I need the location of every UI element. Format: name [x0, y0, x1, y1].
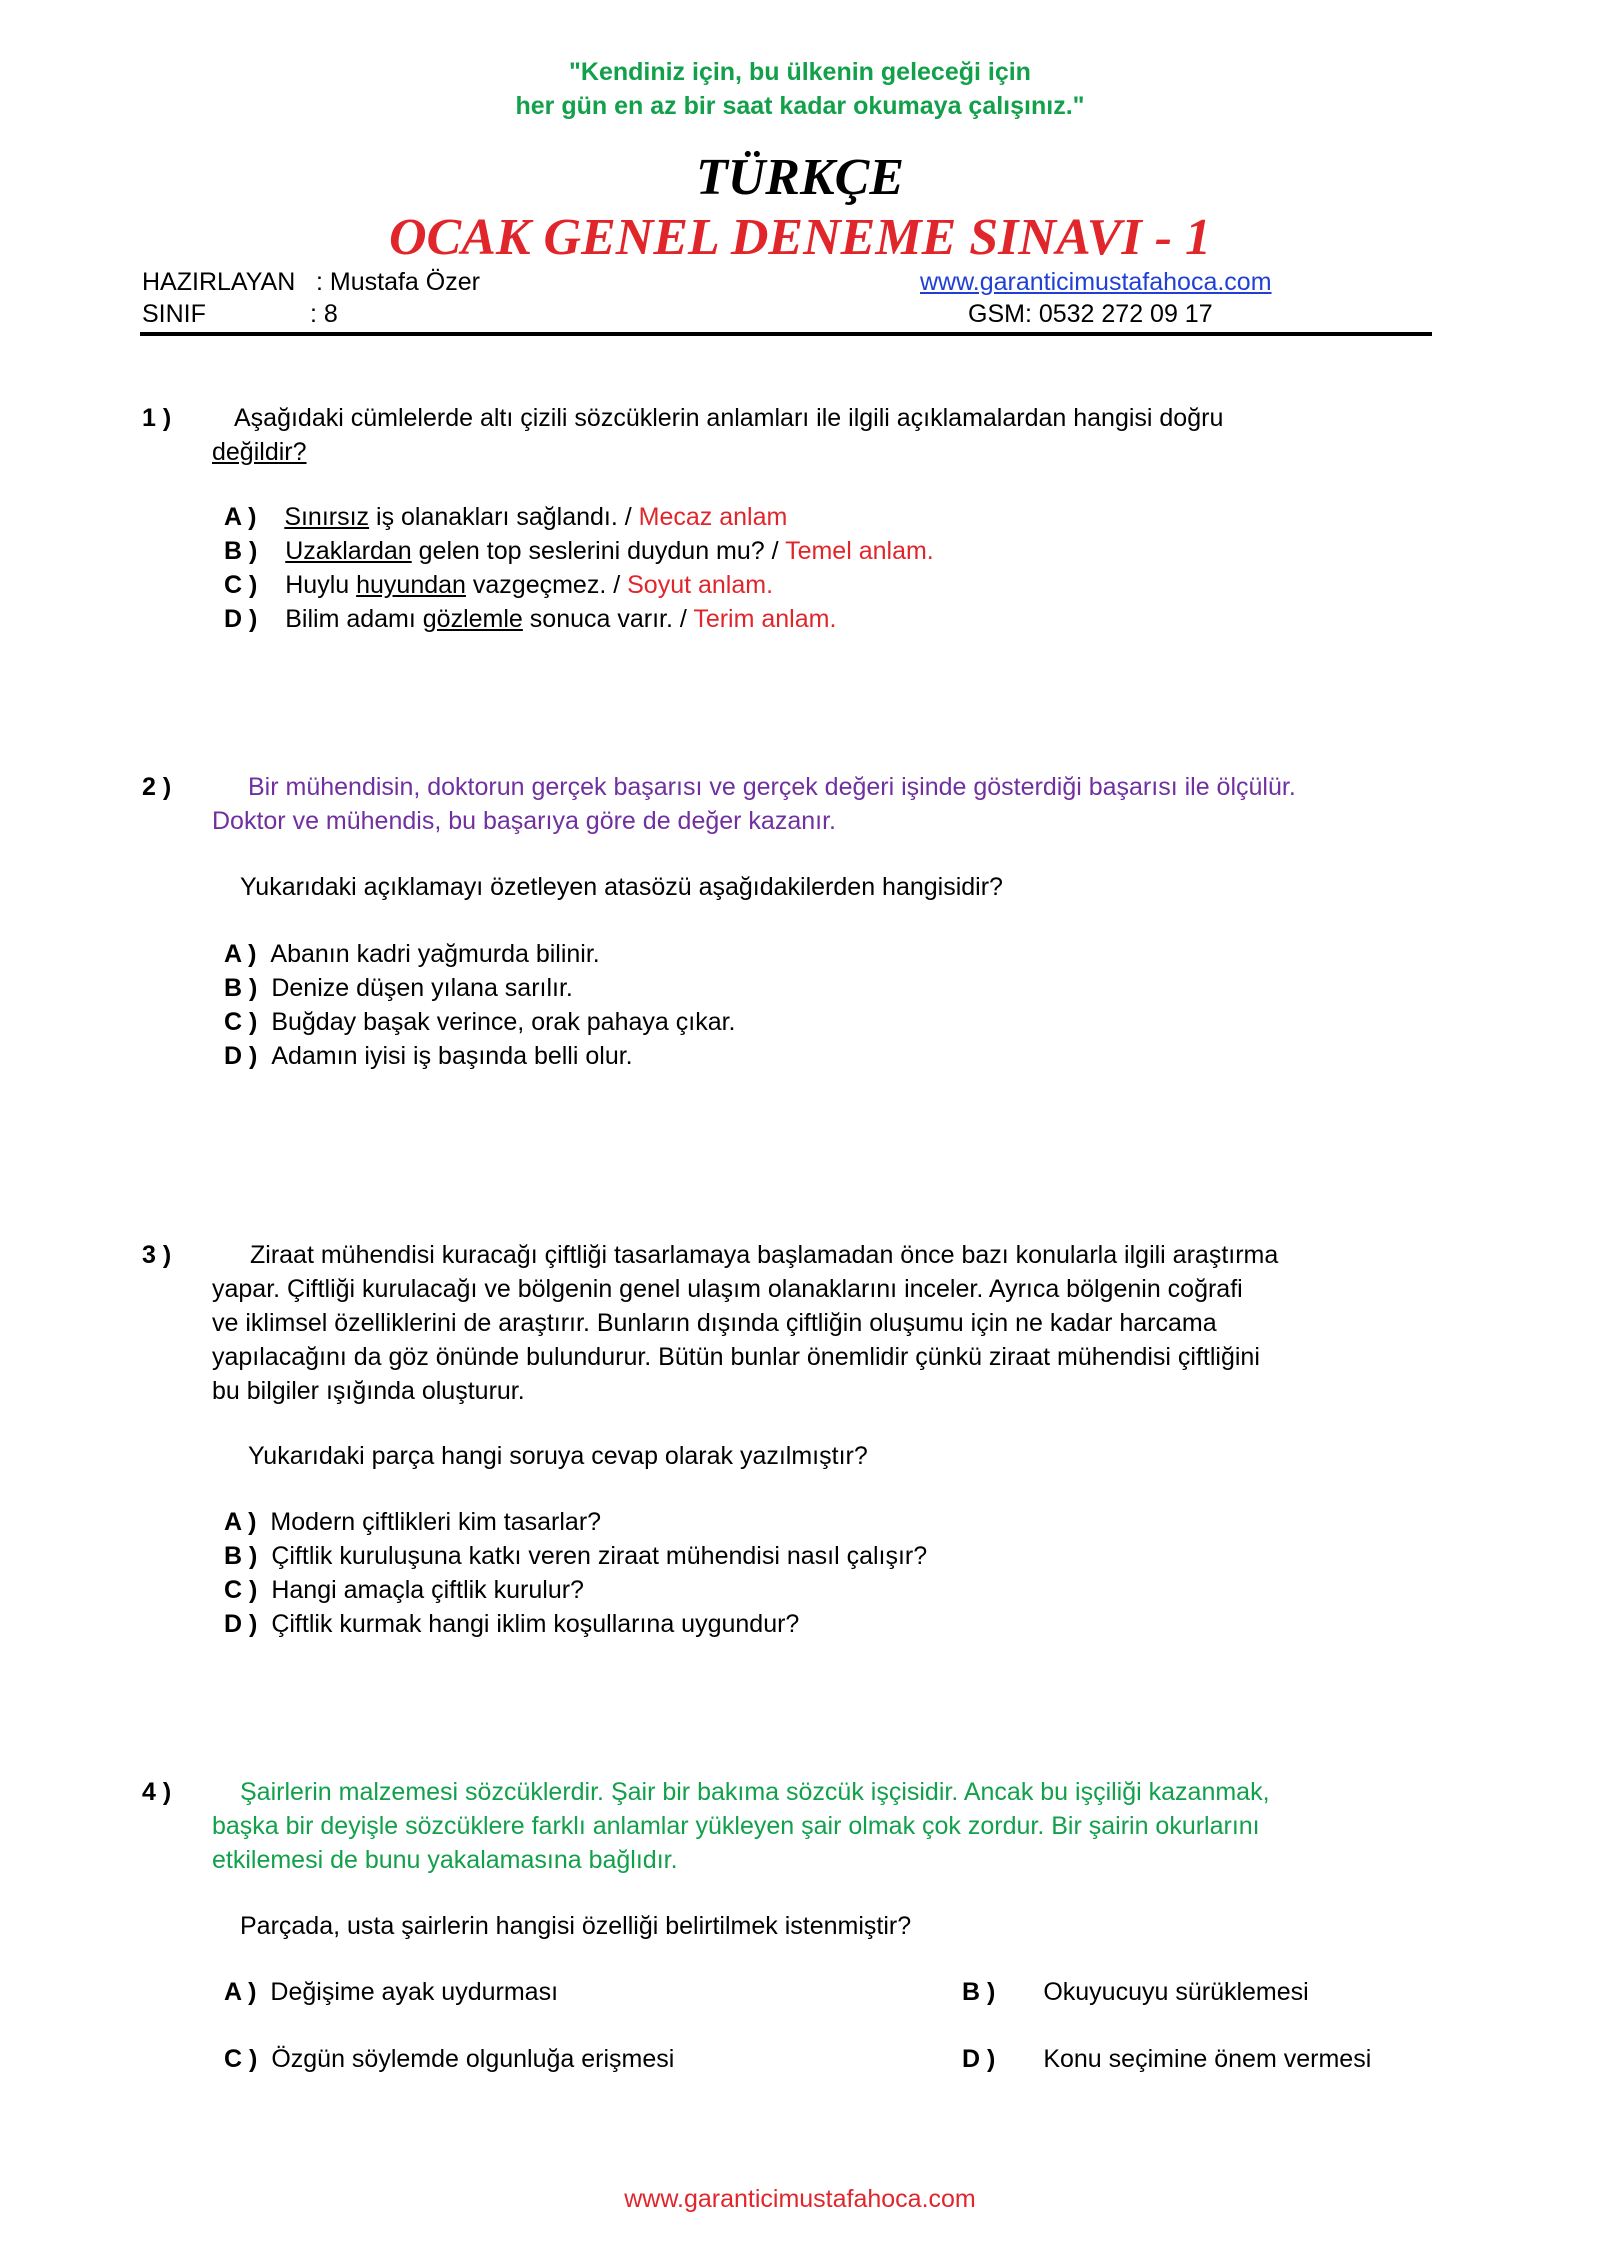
- question-3-stem: Yukarıdaki parça hangi soruya cevap olarak yazılmıştır?: [248, 1442, 868, 1470]
- question-2-stem: Yukarıdaki açıklamayı özetleyen atasözü aşağıdakilerden hangisidir?: [240, 873, 1003, 901]
- option-text: Abanın kadri yağmurda bilinir.: [270, 940, 600, 968]
- question-3-passage-line-2: yapar. Çiftliği kurulacağı ve bölgenin genel ulaşım olanaklarını inceler. Ayrıca bölgenin coğrafi: [212, 1275, 1243, 1303]
- option-text: Değişime ayak uydurması: [270, 1978, 559, 2006]
- exam-subtitle: OCAK GENEL DENEME SINAVI - 1: [388, 209, 1212, 266]
- question-2-option-b[interactable]: [224, 974, 573, 1003]
- question-1-option-a[interactable]: [224, 503, 787, 532]
- option-text: Okuyucuyu sürüklemesi: [1043, 1978, 1309, 2006]
- option-text: Konu seçimine önem vermesi: [1043, 2045, 1372, 2073]
- question-3-number: 3 ): [142, 1241, 172, 1269]
- page-title: TÜRKÇE: [695, 149, 905, 206]
- question-4-number: 4 ): [142, 1778, 172, 1806]
- question-4-stem: Parçada, usta şairlerin hangisi özelliği belirtilmek istenmiştir?: [240, 1912, 912, 1940]
- option-label: B ): [962, 1978, 996, 2006]
- question-3-option-d[interactable]: [224, 1610, 799, 1639]
- option-label: D ): [962, 2045, 996, 2073]
- footer-website[interactable]: www.garanticimustafahoca.com: [624, 2185, 976, 2213]
- question-4-passage-line-2: başka bir deyişle sözcüklere farklı anlamlar yükleyen şair olmak çok zordur. Bir şairin okurlarını: [212, 1812, 1260, 1840]
- option-label: C ): [224, 2045, 258, 2073]
- question-1-option-d[interactable]: [224, 605, 836, 634]
- option-text: Hangi amaçla çiftlik kurulur?: [271, 1576, 584, 1604]
- question-2-option-c[interactable]: [224, 1008, 736, 1037]
- class-label: SINIF: [142, 300, 206, 328]
- question-1-option-c[interactable]: [224, 571, 773, 600]
- option-label: B ): [224, 974, 258, 1002]
- option-label: B ): [224, 1542, 258, 1570]
- option-label: B ): [224, 537, 258, 565]
- option-label: A ): [224, 1978, 257, 2006]
- website-link[interactable]: www.garanticimustafahoca.com: [920, 268, 1272, 296]
- question-4-option-b[interactable]: [962, 1978, 1309, 2007]
- option-text: Adamın iyisi iş başında belli olur.: [271, 1042, 633, 1070]
- option-note: Soyut anlam.: [627, 571, 774, 599]
- option-label: C ): [224, 1008, 258, 1036]
- gsm-number: GSM: 0532 272 09 17: [968, 300, 1213, 328]
- option-note: Mecaz anlam: [638, 503, 788, 531]
- option-label: A ): [224, 1508, 257, 1536]
- underlined-word: gözlemle: [422, 605, 523, 633]
- option-note: Temel anlam.: [785, 537, 934, 565]
- option-text: Denize düşen yılana sarılır.: [271, 974, 573, 1002]
- option-text-pre: Huylu: [285, 571, 357, 599]
- question-2-passage-line-1: Bir mühendisin, doktorun gerçek başarısı ve gerçek değeri işinde gösterdiği başarısı ile ölçülür.: [248, 773, 1296, 801]
- header-divider: [140, 332, 1432, 336]
- author-label: HAZIRLAYAN: [142, 268, 296, 296]
- underlined-word: huyundan: [356, 571, 466, 599]
- author-value: : Mustafa Özer: [316, 268, 480, 296]
- option-label: A ): [224, 503, 257, 531]
- option-text: Buğday başak verince, orak pahaya çıkar.: [271, 1008, 736, 1036]
- option-text-pre: Bilim adamı: [285, 605, 423, 633]
- question-1-stem-line-1: Aşağıdaki cümlelerde altı çizili sözcüklerin anlamları ile ilgili açıklamalardan hangisi doğru: [234, 404, 1224, 432]
- question-1-stem-line-2: değildir?: [212, 438, 307, 466]
- motto-line-2: her gün en az bir saat kadar okumaya çalışınız.": [515, 92, 1085, 120]
- motto-line-1: "Kendiniz için, bu ülkenin geleceği için: [569, 58, 1031, 86]
- option-label: A ): [224, 940, 257, 968]
- question-4-option-a[interactable]: [224, 1978, 558, 2007]
- option-label: D ): [224, 1042, 258, 1070]
- option-text: vazgeçmez. /: [465, 571, 628, 599]
- question-1-option-b[interactable]: [224, 537, 934, 566]
- question-1-number: 1 ): [142, 404, 172, 432]
- option-text: Özgün söylemde olgunluğa erişmesi: [271, 2045, 675, 2073]
- option-text: iş olanakları sağlandı. /: [369, 503, 639, 531]
- option-label: D ): [224, 605, 258, 633]
- option-note: Terim anlam.: [693, 605, 837, 633]
- option-text: sonuca varır. /: [522, 605, 694, 633]
- question-4-passage-line-3: etkilemesi de bunu yakalamasına bağlıdır.: [212, 1846, 678, 1874]
- question-3-option-b[interactable]: [224, 1542, 927, 1571]
- option-label: D ): [224, 1610, 258, 1638]
- question-4-option-d[interactable]: [962, 2045, 1371, 2074]
- option-text: Çiftlik kurmak hangi iklim koşullarına uygundur?: [271, 1610, 800, 1638]
- option-label: C ): [224, 571, 258, 599]
- question-2-option-d[interactable]: [224, 1042, 633, 1071]
- question-3-passage-line-1: Ziraat mühendisi kuracağı çiftliği tasarlamaya başlamadan önce bazı konularla ilgili araştırma: [250, 1241, 1279, 1269]
- question-4-option-c[interactable]: [224, 2045, 674, 2074]
- option-text: gelen top seslerini duydun mu? /: [411, 537, 786, 565]
- question-3-option-a[interactable]: [224, 1508, 601, 1537]
- question-3-passage-line-3: ve iklimsel özelliklerini de araştırır. Bunların dışında çiftliğin oluşumu için ne kadar harcama: [212, 1309, 1217, 1337]
- question-3-passage-line-4: yapılacağını da göz önünde bulundurur. Bütün bunlar önemlidir çünkü ziraat mühendisi çiftliğini: [212, 1343, 1260, 1371]
- question-2-number: 2 ): [142, 773, 172, 801]
- class-value: : 8: [310, 300, 338, 328]
- question-3-passage-line-5: bu bilgiler ışığında oluşturur.: [212, 1377, 525, 1405]
- option-text: Modern çiftlikleri kim tasarlar?: [270, 1508, 602, 1536]
- question-2-passage-line-2: Doktor ve mühendis, bu başarıya göre de değer kazanır.: [212, 807, 836, 835]
- option-label: C ): [224, 1576, 258, 1604]
- question-2-option-a[interactable]: [224, 940, 600, 969]
- question-3-option-c[interactable]: [224, 1576, 584, 1605]
- question-4-passage-line-1: Şairlerin malzemesi sözcüklerdir. Şair bir bakıma sözcük işçisidir. Ancak bu işçiliği kazanmak,: [240, 1778, 1270, 1806]
- option-text: Çiftlik kuruluşuna katkı veren ziraat mühendisi nasıl çalışır?: [271, 1542, 928, 1570]
- underlined-word: Uzaklardan: [285, 537, 412, 565]
- underlined-word: Sınırsız: [284, 503, 370, 531]
